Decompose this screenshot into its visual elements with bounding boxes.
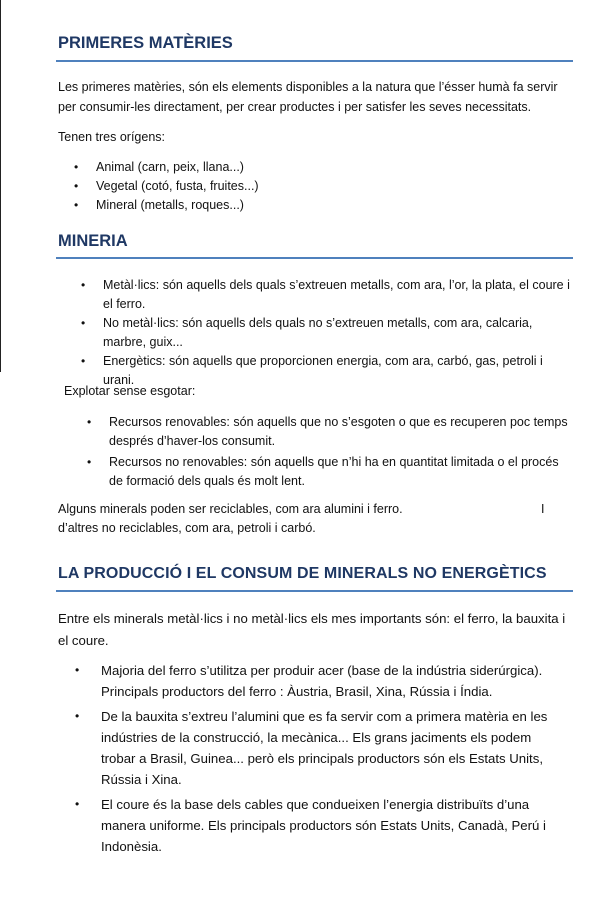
list-item: • Mineral (metalls, roques...) (96, 196, 556, 215)
bullet-icon: • (75, 708, 80, 723)
closing-line-1: Alguns minerals poden ser reciclables, com ara alumini i ferro. (58, 502, 403, 516)
origins-list (74, 158, 556, 215)
title-rule (56, 60, 573, 62)
left-edge-line (0, 0, 1, 372)
bullet-icon: • (74, 179, 79, 193)
list-item: • El coure és la base dels cables que condueixen l’energia distribuïts d’una manera uniforme. Els principals productors són Estats Units, Canadà, Perú i Indonèsia. (101, 794, 566, 858)
bullet-icon: • (81, 316, 86, 330)
bullet-icon: • (81, 354, 86, 368)
bullet-icon: • (81, 278, 86, 292)
paragraph-intro-primeres: Les primeres matèries, són els elements disponibles a la natura que l’ésser humà fa servir per consumir-les directament, per crear productes i per satisfer les seves necessitats. (58, 80, 558, 114)
paragraph-intro-produccio: Entre els minerals metàl·lics i no metàl·lics els mes importants són: el ferro, la bauxita i el coure. (58, 611, 566, 648)
origins-lead: Tenen tres orígens: (58, 130, 166, 144)
section-title-mineria: MINERIA (58, 232, 128, 250)
bullet-icon: • (74, 160, 79, 174)
list-item: • Majoria del ferro s’utilitza per produir acer (base de la indústria siderúrgica). Principals productors del ferro : Àustria, Brasil, Xina, Rússia i Índia. (101, 660, 566, 703)
list-item: • Vegetal (cotó, fusta, fruites...) (96, 177, 556, 196)
title-rule (56, 590, 573, 592)
list-item: • De la bauxita s’extreu l’alumini que es fa servir com a primera matèria en les indústries de la construcció, la mecànica... Els grans jaciments els podem trobar a Brasil, Guinea... però els principals productors són els Estats Units, Rússia i Xina. (101, 706, 566, 791)
produccio-list (75, 660, 566, 858)
mineria-list (81, 276, 575, 390)
list-item: • Recursos renovables: són aquells que no s’esgoten o que es recuperen poc temps després d’haver-los consumit. (87, 415, 568, 448)
section-title-primeres-materies: PRIMERES MATÈRIES (58, 34, 233, 52)
bullet-icon: • (75, 796, 80, 811)
explotar-lead: Explotar sense esgotar: (64, 384, 196, 398)
closing-mark: I (541, 502, 545, 516)
bullet-icon: • (74, 198, 79, 212)
bullet-icon: • (75, 663, 80, 677)
resources-list (87, 413, 569, 491)
list-item: • Metàl·lics: són aquells dels quals s’extreuen metalls, com ara, l’or, la plata, el coure i el ferro. (81, 278, 570, 311)
closing-line-2: d’altres no reciclables, com ara, petroli i carbó. (58, 521, 316, 535)
list-item: • Recursos no renovables: són aquells que n’hi ha en quantitat limitada o el procés de formació dels quals és molt lent. (87, 455, 559, 488)
bullet-icon: • (87, 415, 92, 429)
list-item: • Animal (carn, peix, llana...) (96, 158, 556, 177)
bullet-icon: • (87, 455, 92, 469)
section-title-produccio: LA PRODUCCIÓ I EL CONSUM DE MINERALS NO ENERGÈTICS (58, 565, 547, 582)
list-item: • No metàl·lics: són aquells dels quals no s’extreuen metalls, com ara, calcaria, marbre, guix... (81, 316, 533, 349)
title-rule (56, 257, 573, 259)
list-item: • Energètics: són aquells que proporcionen energia, com ara, carbó, gas, petroli i urani. (81, 354, 543, 387)
